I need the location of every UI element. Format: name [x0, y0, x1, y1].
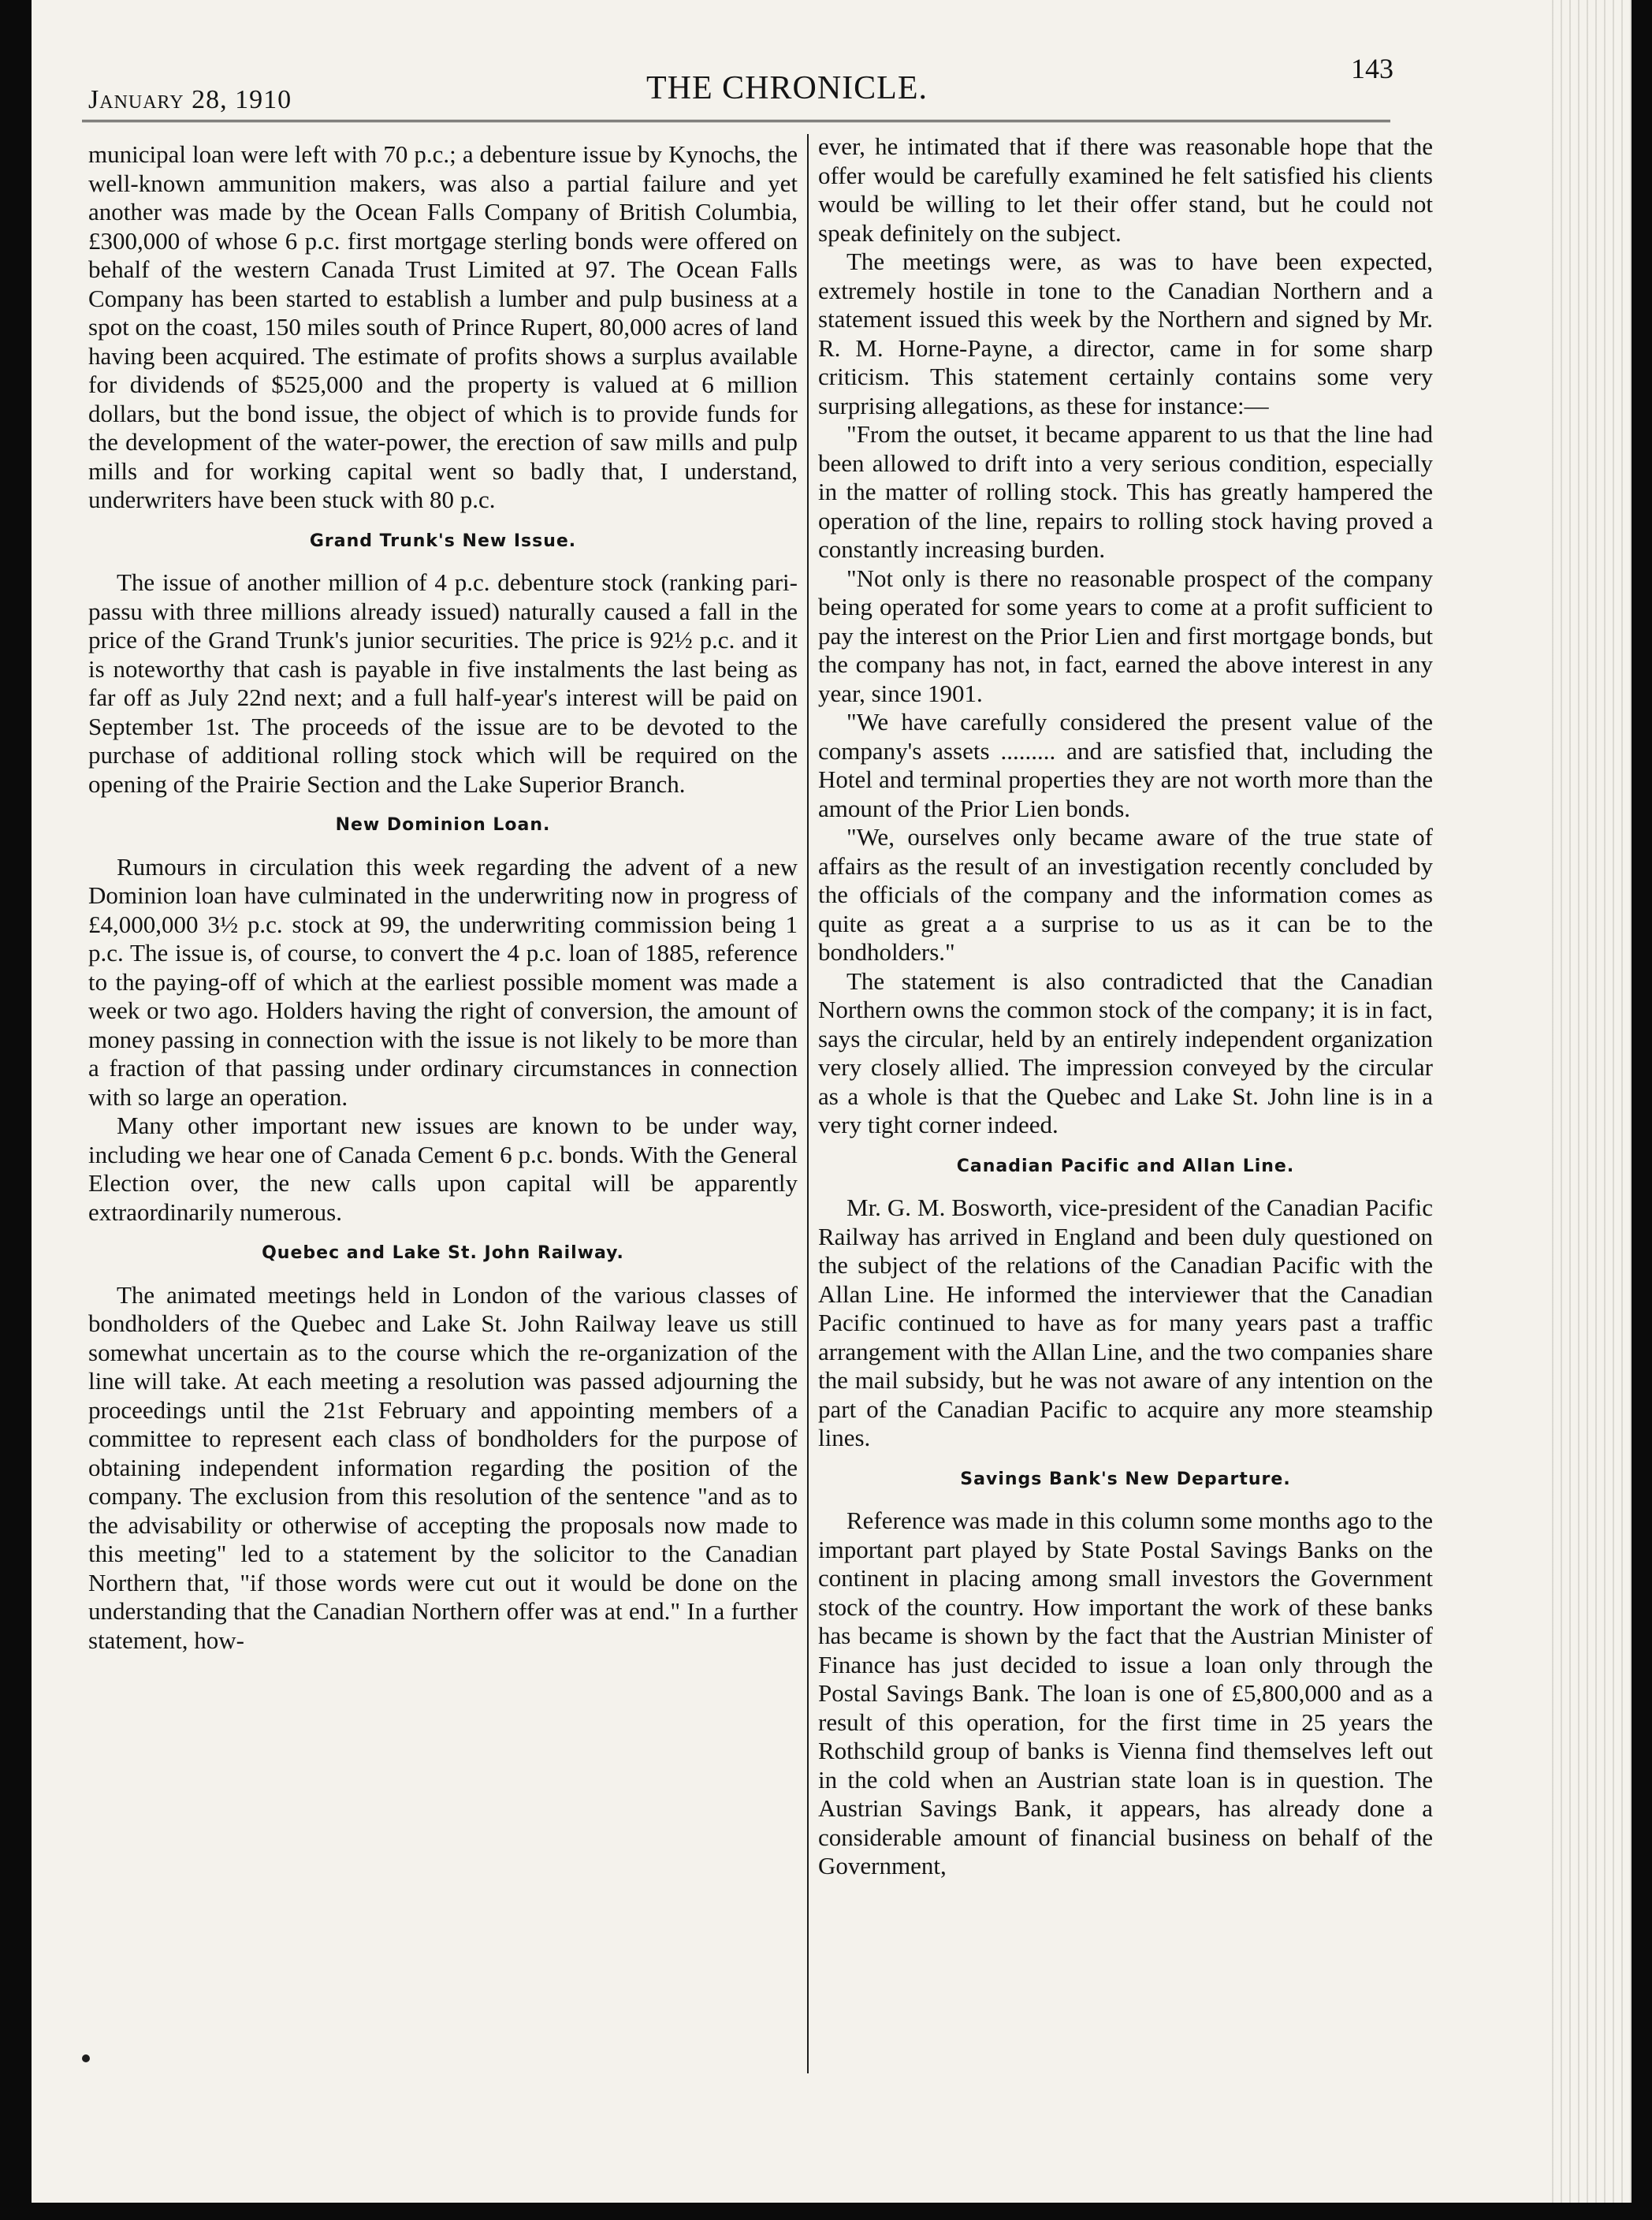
- page-edges: [1545, 0, 1632, 2220]
- heading-dominion-loan: New Dominion Loan.: [335, 815, 551, 835]
- paragraph-dominion-loan-1: Rumours in circulation this week regarding the advent of a new Dominion loan have culminated in the underwriting now in progress of £4,000,000 3½ p.c. stock at 99, the underwriting commission being 1 p.c. The issue is, of course, to convert the 4 p.c. loan of 1885, reference to the paying-off of which at the earliest possible moment was made a week or two ago. Holders having the right of conversion, the amount of money passing in connection with the issue is not likely to be more than a fraction of that passing under ordinary circumstances in connection with so large an operation.: [88, 852, 798, 1111]
- heading-quebec-railway: Quebec and Lake St. John Railway.: [262, 1243, 624, 1263]
- quote-prior-lien: "Not only is there no reasonable prospect of the company being operated for some years to come at a profit sufficient to pay the interest on the Prior Lien and first mortgage bonds, but the company has not, in fact, earned the above interest in any year, since 1901.: [818, 564, 1433, 707]
- paragraph-dominion-loan-2: Many other important new issues are known to be under way, including we hear one of Canada Cement 6 p.c. bonds. With the General Election over, the new calls upon capital will be apparently extraordinarily numerous.: [88, 1112, 798, 1226]
- paragraph-meetings: The meetings were, as was to have been expected, extremely hostile in tone to the Canadian Northern and a statement issued this week by the Northern and signed by Mr. R. M. Horne-Payne, a director, came in for some sharp criticism. This statement certainly contains some very surprising allegations, as these for instance:—: [818, 248, 1433, 419]
- left-column: [88, 140, 798, 2095]
- quote-rolling-stock: "From the outset, it became apparent to us that the line had been allowed to drift into a very serious condition, especially in the matter of rolling stock. This has greatly hampered the operation of the line, repairs to rolling stock having proved a constantly increasing burden.: [818, 420, 1433, 563]
- scan-border-right: [1632, 0, 1652, 2220]
- paragraph-cp-allan-line: Mr. G. M. Bosworth, vice-president of the Canadian Pacific Railway has arrived in England and been duly questioned on the subject of the relations of the Canadian Pacific with the Allan Line. He informed the interviewer that the Canadian Pacific continued to have as for many years past a traffic arrangement with the Allan Line, and the two companies share the mail subsidy, but he was not aware of any intention on the part of the Canadian Pacific to acquire any more steamship lines.: [818, 1194, 1433, 1451]
- page-number: 143: [1351, 53, 1393, 84]
- margin-dot: [82, 2054, 90, 2062]
- heading-grand-trunk: Grand Trunk's New Issue.: [309, 531, 577, 551]
- paragraph-statement: The statement is also contradicted that the Canadian Northern owns the common stock of the company; it is in fact, says the circular, held by an entirely independent organization very closely allied. The impression conveyed by the circular as a whole is that the Quebec and Lake St. John line is in a very tight corner indeed.: [818, 967, 1433, 1138]
- scan-border-left: [0, 0, 32, 2220]
- quote-assets: "We have carefully considered the present value of the company's assets ......... and are satisfied that, including the Hotel and terminal properties they are not worth more than the amount of the Prior Lien bonds.: [818, 708, 1433, 822]
- heading-cp-allan-line: Canadian Pacific and Allan Line.: [956, 1156, 1295, 1176]
- paragraph-savings-bank: Reference was made in this column some months ago to the important part played by State Postal Savings Banks on the continent in placing among small investors the Government stock of the country. How important the work of these banks has became is shown by the fact that the Austrian Minister of Finance has just decided to issue a loan only through the Postal Savings Bank. The loan is one of £5,800,000 and as a result of this operation, for the first time in 25 years the Rothschild group of banks is Vienna find themselves left out in the cold when an Austrian state loan is in question. The Austrian Savings Bank, it appears, has already done a considerable amount of financial business on behalf of the Government,: [818, 1507, 1433, 1879]
- scan-border-bottom: [0, 2203, 1652, 2220]
- quote-investigation: "We, ourselves only became aware of the true state of affairs as the result of an investigation recently concluded by the officials of the company and the information comes as quite as great a a surprise to us as it can be to the bondholders.": [818, 823, 1433, 966]
- header-date: January 28, 1910: [88, 85, 292, 114]
- header-rule: [82, 120, 1390, 122]
- paragraph-ocean-falls: municipal loan were left with 70 p.c.; a debenture issue by Kynochs, the well-known ammunition makers, was also a partial failure and yet another was made by the Ocean Falls Company of British Columbia, £300,000 of whose 6 p.c. first mortgage sterling bonds were offered on behalf of the western Canada Trust Limited at 97. The Ocean Falls Company has been started to establish a lumber and pulp business at a spot on the coast, 150 miles south of Prince Rupert, 80,000 acres of land having been acquired. The estimate of profits shows a surplus available for dividends of $525,000 and the property is valued at 6 million dollars, but the bond issue, the object of which is to provide funds for the development of the water-power, the erection of saw mills and pulp mills and for working capital went so badly that, I understand, underwriters have been stuck with 80 p.c.: [88, 140, 798, 513]
- right-column: [818, 132, 1433, 2088]
- paragraph-quebec-railway: The animated meetings held in London of the various classes of bondholders of the Quebec and Lake St. John Railway leave us still somewhat uncertain as to the course which the re-organization of the line will take. At each meeting a resolution was passed adjourning the proceedings until the 21st February and appointing members of a committee to represent each class of bondholders for the purpose of obtaining independent information regarding the position of the company. The exclusion from this resolution of the sentence "and as to the advisability or otherwise of accepting the proposals now made to this meeting" led to a statement by the solicitor to the Canadian Northern that, "if those words were cut out it would be done on the understanding that the Canadian Northern offer was at end." In a further statement, how-: [88, 1280, 798, 1654]
- paragraph-continuation: ever, he intimated that if there was reasonable hope that the offer would be carefully examined he felt satisfied his clients would be willing to let their offer stand, but he could not speak definitely on the subject.: [818, 132, 1433, 247]
- heading-savings-bank: Savings Bank's New Departure.: [960, 1469, 1291, 1489]
- header-title: THE CHRONICLE.: [646, 70, 928, 106]
- column-rule: [807, 134, 809, 2073]
- paragraph-grand-trunk: The issue of another million of 4 p.c. debenture stock (ranking pari-passu with three millions already issued) naturally caused a fall in the price of the Grand Trunk's junior securities. The price is 92½ p.c. and it is noteworthy that cash is payable in five instalments the last being as far off as July 22nd next; and a full half-year's interest will be paid on September 1st. The proceeds of the issue are to be devoted to the purchase of additional rolling stock which will be required on the opening of the Prairie Section and the Lake Superior Branch.: [88, 568, 798, 798]
